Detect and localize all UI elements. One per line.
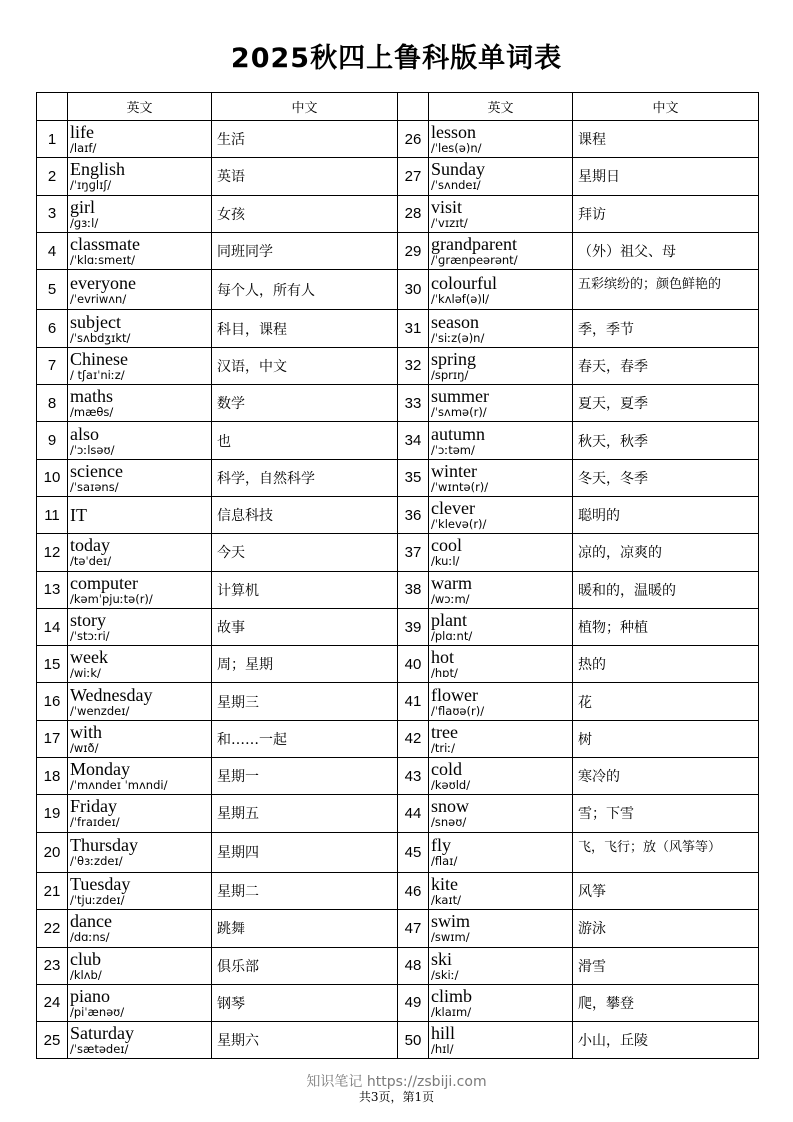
word-number: 19 [37, 795, 68, 832]
english-cell [68, 158, 212, 195]
word-number: 34 [398, 422, 429, 459]
phonetic: / tʃaɪˈniːz/ [70, 367, 125, 382]
table-row [37, 158, 759, 195]
english-cell [429, 1022, 573, 1059]
chinese-meaning: 同班同学 [212, 232, 398, 269]
word-number: 9 [37, 422, 68, 459]
english-cell [68, 459, 212, 496]
table-row [37, 646, 759, 683]
phonetic: /hɒt/ [431, 666, 458, 681]
chinese-meaning: 科目，课程 [212, 310, 398, 347]
english-cell [429, 496, 573, 533]
english-cell [429, 795, 573, 832]
chinese-meaning: 雪；下雪 [573, 795, 759, 832]
english-cell [68, 534, 212, 571]
word-number: 3 [37, 195, 68, 232]
chinese-meaning: 和……一起 [212, 720, 398, 757]
word-number: 7 [37, 347, 68, 384]
english-cell [429, 608, 573, 645]
chinese-meaning: 星期六 [212, 1022, 398, 1059]
word-number: 42 [398, 720, 429, 757]
english-word: everyone [70, 272, 136, 293]
english-word: Thursday [70, 835, 138, 856]
chinese-meaning: 游泳 [573, 910, 759, 947]
chinese-meaning: 夏天，夏季 [573, 385, 759, 422]
word-number: 27 [398, 158, 429, 195]
phonetic: /ˈles(ə)n/ [431, 141, 482, 156]
english-cell [429, 646, 573, 683]
english-word: swim [431, 911, 471, 932]
chinese-meaning: 今天 [212, 534, 398, 571]
header-chinese-left: 中文 [212, 93, 398, 121]
english-word: hot [431, 647, 455, 668]
phonetic: /ˈsʌmə(r)/ [431, 405, 487, 420]
word-number: 43 [398, 758, 429, 795]
table-row [37, 720, 759, 757]
phonetic: /dɑːns/ [70, 930, 110, 945]
table-row [37, 872, 759, 909]
word-number: 50 [398, 1022, 429, 1059]
english-cell [429, 832, 573, 872]
vocabulary-table [36, 92, 759, 1059]
phonetic: /təˈdeɪ/ [70, 554, 112, 569]
word-number: 32 [398, 347, 429, 384]
english-word: life [70, 122, 94, 143]
phonetic: /wɔːm/ [431, 591, 470, 606]
phonetic: /kaɪt/ [431, 893, 462, 908]
word-number: 16 [37, 683, 68, 720]
table-row [37, 347, 759, 384]
word-number: 49 [398, 984, 429, 1021]
table-row [37, 195, 759, 232]
table-row [37, 795, 759, 832]
phonetic: /triː/ [431, 740, 456, 755]
word-number: 14 [37, 608, 68, 645]
phonetic: /skiː/ [431, 967, 459, 982]
word-number: 25 [37, 1022, 68, 1059]
chinese-meaning: 寒冷的 [573, 758, 759, 795]
table-row [37, 459, 759, 496]
chinese-meaning: （外）祖父、母 [573, 232, 759, 269]
word-number: 45 [398, 832, 429, 872]
english-word: autumn [431, 423, 485, 444]
chinese-meaning: 信息科技 [212, 496, 398, 533]
english-word: season [431, 311, 479, 332]
english-cell [429, 347, 573, 384]
word-number: 24 [37, 984, 68, 1021]
chinese-meaning: 每个人，所有人 [212, 270, 398, 310]
english-word: dance [70, 911, 112, 932]
english-cell [429, 872, 573, 909]
english-word: lesson [431, 122, 476, 143]
chinese-meaning: 也 [212, 422, 398, 459]
word-number: 39 [398, 608, 429, 645]
phonetic: /ˈwɪntə(r)/ [431, 479, 489, 494]
english-word: maths [70, 386, 113, 407]
watermark-text: 知识笔记 https://zsbiji.com [306, 1074, 487, 1090]
english-word: computer [70, 572, 138, 593]
table-row [37, 1022, 759, 1059]
phonetic: /klʌb/ [70, 967, 102, 982]
chinese-meaning: 春天，春季 [573, 347, 759, 384]
english-word: story [70, 610, 106, 630]
english-cell [68, 232, 212, 269]
phonetic: /swɪm/ [431, 930, 470, 945]
english-cell [68, 347, 212, 384]
word-number: 40 [398, 646, 429, 683]
english-word: Monday [70, 759, 130, 780]
phonetic: /ˈsʌbdʒɪkt/ [70, 330, 131, 345]
word-number: 38 [398, 571, 429, 608]
table-row [37, 496, 759, 533]
word-number: 23 [37, 947, 68, 984]
word-number: 1 [37, 121, 68, 158]
phonetic: /flaɪ/ [431, 854, 458, 869]
word-number: 22 [37, 910, 68, 947]
english-word: winter [431, 460, 477, 481]
english-cell [429, 422, 573, 459]
chinese-meaning: 俱乐部 [212, 947, 398, 984]
phonetic: /laɪf/ [70, 141, 97, 156]
word-number: 26 [398, 121, 429, 158]
english-word: clever [431, 498, 475, 519]
english-word: piano [70, 985, 110, 1006]
english-cell [68, 385, 212, 422]
page-number: 共3页，第1页 [358, 1090, 435, 1104]
english-cell [68, 683, 212, 720]
table-header-row [37, 93, 759, 121]
word-number: 8 [37, 385, 68, 422]
english-cell [68, 1022, 212, 1059]
phonetic: /wɪð/ [70, 740, 99, 755]
phonetic: /ˈwenzdeɪ/ [70, 703, 130, 718]
chinese-meaning: 生活 [212, 121, 398, 158]
table-row [37, 910, 759, 947]
english-word: grandparent [431, 234, 517, 255]
chinese-meaning: 星期一 [212, 758, 398, 795]
english-cell [68, 270, 212, 310]
chinese-meaning: 数学 [212, 385, 398, 422]
table-row [37, 270, 759, 310]
english-cell [429, 158, 573, 195]
chinese-meaning: 爬，攀登 [573, 984, 759, 1021]
english-word: Friday [70, 796, 117, 817]
english-cell [429, 910, 573, 947]
english-word: Sunday [431, 159, 485, 180]
english-word: IT [70, 505, 87, 526]
phonetic: /wiːk/ [70, 666, 101, 681]
chinese-meaning: 小山，丘陵 [573, 1022, 759, 1059]
english-cell [68, 795, 212, 832]
chinese-meaning: 星期三 [212, 683, 398, 720]
english-cell [68, 872, 212, 909]
chinese-meaning: 冬天，冬季 [573, 459, 759, 496]
english-cell [68, 496, 212, 533]
phonetic: /ˈθɜːzdeɪ/ [70, 854, 123, 869]
phonetic: /hɪl/ [431, 1042, 454, 1057]
phonetic: /ˈɡrænpeərənt/ [431, 253, 518, 268]
chinese-meaning: 五彩缤纷的；颜色鲜艳的 [573, 270, 759, 310]
word-number: 2 [37, 158, 68, 195]
word-number: 29 [398, 232, 429, 269]
word-number: 15 [37, 646, 68, 683]
english-word: cold [431, 759, 462, 780]
word-number: 33 [398, 385, 429, 422]
table-row [37, 984, 759, 1021]
phonetic: /klaɪm/ [431, 1004, 472, 1019]
phonetic: /mæθs/ [70, 405, 114, 420]
english-cell [429, 459, 573, 496]
chinese-meaning: 课程 [573, 121, 759, 158]
table-row [37, 534, 759, 571]
word-number: 30 [398, 270, 429, 310]
phonetic: /ˈsiːz(ə)n/ [431, 330, 485, 345]
phonetic: /ˈɔːtəm/ [431, 442, 475, 457]
english-cell [429, 720, 573, 757]
chinese-meaning: 季，季节 [573, 310, 759, 347]
phonetic: /ˈsætədeɪ/ [70, 1042, 129, 1057]
english-word: club [70, 948, 101, 969]
english-cell [68, 947, 212, 984]
chinese-meaning: 周；星期 [212, 646, 398, 683]
phonetic: /ˈfraɪdeɪ/ [70, 815, 120, 830]
english-cell [68, 571, 212, 608]
phonetic: /ɡɜːl/ [70, 215, 99, 230]
chinese-meaning: 汉语，中文 [212, 347, 398, 384]
english-word: flower [431, 684, 478, 705]
chinese-meaning: 聪明的 [573, 496, 759, 533]
chinese-meaning: 跳舞 [212, 910, 398, 947]
phonetic: /ˈsʌndeɪ/ [431, 178, 481, 193]
english-word: plant [431, 610, 467, 630]
phonetic: /kuːl/ [431, 554, 460, 569]
phonetic: /plɑːnt/ [431, 629, 473, 643]
english-cell [68, 422, 212, 459]
english-word: classmate [70, 234, 140, 255]
word-number: 31 [398, 310, 429, 347]
chinese-meaning: 植物；种植 [573, 608, 759, 645]
english-cell [429, 232, 573, 269]
word-number: 18 [37, 758, 68, 795]
phonetic: /ˈevriwʌn/ [70, 291, 127, 306]
word-number: 37 [398, 534, 429, 571]
english-word: climb [431, 985, 472, 1006]
english-cell [68, 758, 212, 795]
word-number: 13 [37, 571, 68, 608]
table-row [37, 947, 759, 984]
english-cell [429, 683, 573, 720]
english-cell [429, 270, 573, 310]
chinese-meaning: 暖和的，温暖的 [573, 571, 759, 608]
english-cell [429, 385, 573, 422]
english-word: colourful [431, 272, 497, 293]
phonetic: /ˈsaɪəns/ [70, 479, 119, 494]
phonetic: /ˈmʌndeɪ ˈmʌndi/ [70, 778, 168, 793]
english-word: spring [431, 348, 476, 369]
english-word: cool [431, 535, 462, 556]
english-cell [429, 534, 573, 571]
phonetic: /kəmˈpjuːtə(r)/ [70, 591, 153, 606]
chinese-meaning: 星期五 [212, 795, 398, 832]
english-word: warm [431, 572, 472, 593]
english-word: tree [431, 721, 458, 742]
english-word: visit [431, 196, 463, 217]
word-number: 36 [398, 496, 429, 533]
english-cell [68, 310, 212, 347]
chinese-meaning: 飞，飞行；放（风筝等） [573, 832, 759, 872]
chinese-meaning: 花 [573, 683, 759, 720]
word-number: 28 [398, 195, 429, 232]
english-word: summer [431, 386, 489, 407]
header-english-left: 英文 [68, 93, 212, 121]
english-cell [429, 195, 573, 232]
english-cell [429, 310, 573, 347]
word-number: 35 [398, 459, 429, 496]
english-cell [68, 646, 212, 683]
table-row [37, 310, 759, 347]
english-word: with [70, 721, 103, 742]
chinese-meaning: 凉的，凉爽的 [573, 534, 759, 571]
word-number: 17 [37, 720, 68, 757]
chinese-meaning: 树 [573, 720, 759, 757]
english-cell [429, 571, 573, 608]
table-row [37, 832, 759, 872]
chinese-meaning: 星期四 [212, 832, 398, 872]
english-cell [429, 984, 573, 1021]
english-cell [429, 758, 573, 795]
english-cell [429, 947, 573, 984]
english-cell [68, 720, 212, 757]
table-row [37, 121, 759, 158]
english-cell [68, 608, 212, 645]
english-cell [429, 121, 573, 158]
word-number: 20 [37, 832, 68, 872]
word-number: 21 [37, 872, 68, 909]
header-chinese-right: 中文 [573, 93, 759, 121]
chinese-meaning: 钢琴 [212, 984, 398, 1021]
word-number: 41 [398, 683, 429, 720]
phonetic: /ˈkʌləf(ə)l/ [431, 291, 489, 306]
word-number: 46 [398, 872, 429, 909]
english-word: English [70, 159, 126, 180]
english-word: girl [70, 196, 95, 217]
word-number: 4 [37, 232, 68, 269]
table-row [37, 422, 759, 459]
page-title: 2025秋四上鲁科版单词表 [230, 43, 563, 74]
english-word: today [70, 535, 110, 556]
table-row [37, 608, 759, 645]
english-word: ski [431, 948, 453, 969]
chinese-meaning: 故事 [212, 608, 398, 645]
english-word: Chinese [70, 348, 128, 369]
chinese-meaning: 科学，自然科学 [212, 459, 398, 496]
chinese-meaning: 计算机 [212, 571, 398, 608]
word-number: 5 [37, 270, 68, 310]
table-row [37, 232, 759, 269]
phonetic: /ˈstɔːri/ [70, 629, 110, 643]
phonetic: /ˈvɪzɪt/ [431, 215, 468, 230]
chinese-meaning: 英语 [212, 158, 398, 195]
word-number: 10 [37, 459, 68, 496]
english-word: hill [431, 1023, 456, 1044]
word-number: 11 [37, 496, 68, 533]
phonetic: /ˈɔːlsəʊ/ [70, 442, 115, 457]
word-number: 44 [398, 795, 429, 832]
english-cell [68, 121, 212, 158]
table-row [37, 571, 759, 608]
phonetic: /sprɪŋ/ [431, 367, 469, 382]
english-word: week [70, 647, 108, 668]
word-number: 47 [398, 910, 429, 947]
chinese-meaning: 拜访 [573, 195, 759, 232]
chinese-meaning: 星期日 [573, 158, 759, 195]
phonetic: /ˈtjuːzdeɪ/ [70, 893, 125, 908]
table-row [37, 758, 759, 795]
word-number: 12 [37, 534, 68, 571]
phonetic: /kəʊld/ [431, 778, 471, 793]
chinese-meaning: 风筝 [573, 872, 759, 909]
english-word: also [70, 423, 99, 444]
chinese-meaning: 滑雪 [573, 947, 759, 984]
english-cell [68, 195, 212, 232]
header-number-right [398, 93, 429, 121]
english-word: snow [431, 796, 470, 817]
english-word: Wednesday [70, 684, 153, 705]
phonetic: /ˈɪŋɡlɪʃ/ [70, 178, 112, 193]
chinese-meaning: 星期二 [212, 872, 398, 909]
english-word: Tuesday [70, 874, 131, 895]
header-english-right: 英文 [429, 93, 573, 121]
phonetic: /ˈklevə(r)/ [431, 517, 487, 532]
english-cell [68, 910, 212, 947]
word-number: 6 [37, 310, 68, 347]
english-word: Saturday [70, 1023, 134, 1044]
english-word: subject [70, 311, 121, 332]
word-number: 48 [398, 947, 429, 984]
table-row [37, 683, 759, 720]
phonetic: /piˈænəʊ/ [70, 1004, 125, 1019]
header-number-left [37, 93, 68, 121]
table-row [37, 385, 759, 422]
chinese-meaning: 热的 [573, 646, 759, 683]
english-word: science [70, 460, 123, 481]
table-body [37, 121, 759, 1059]
chinese-meaning: 女孩 [212, 195, 398, 232]
phonetic: /ˈflaʊə(r)/ [431, 703, 485, 718]
phonetic: /snəʊ/ [431, 815, 467, 830]
english-cell [68, 832, 212, 872]
phonetic: /ˈklɑːsmeɪt/ [70, 253, 135, 268]
english-word: fly [431, 835, 451, 856]
english-word: kite [431, 874, 458, 895]
english-cell [68, 984, 212, 1021]
chinese-meaning: 秋天，秋季 [573, 422, 759, 459]
